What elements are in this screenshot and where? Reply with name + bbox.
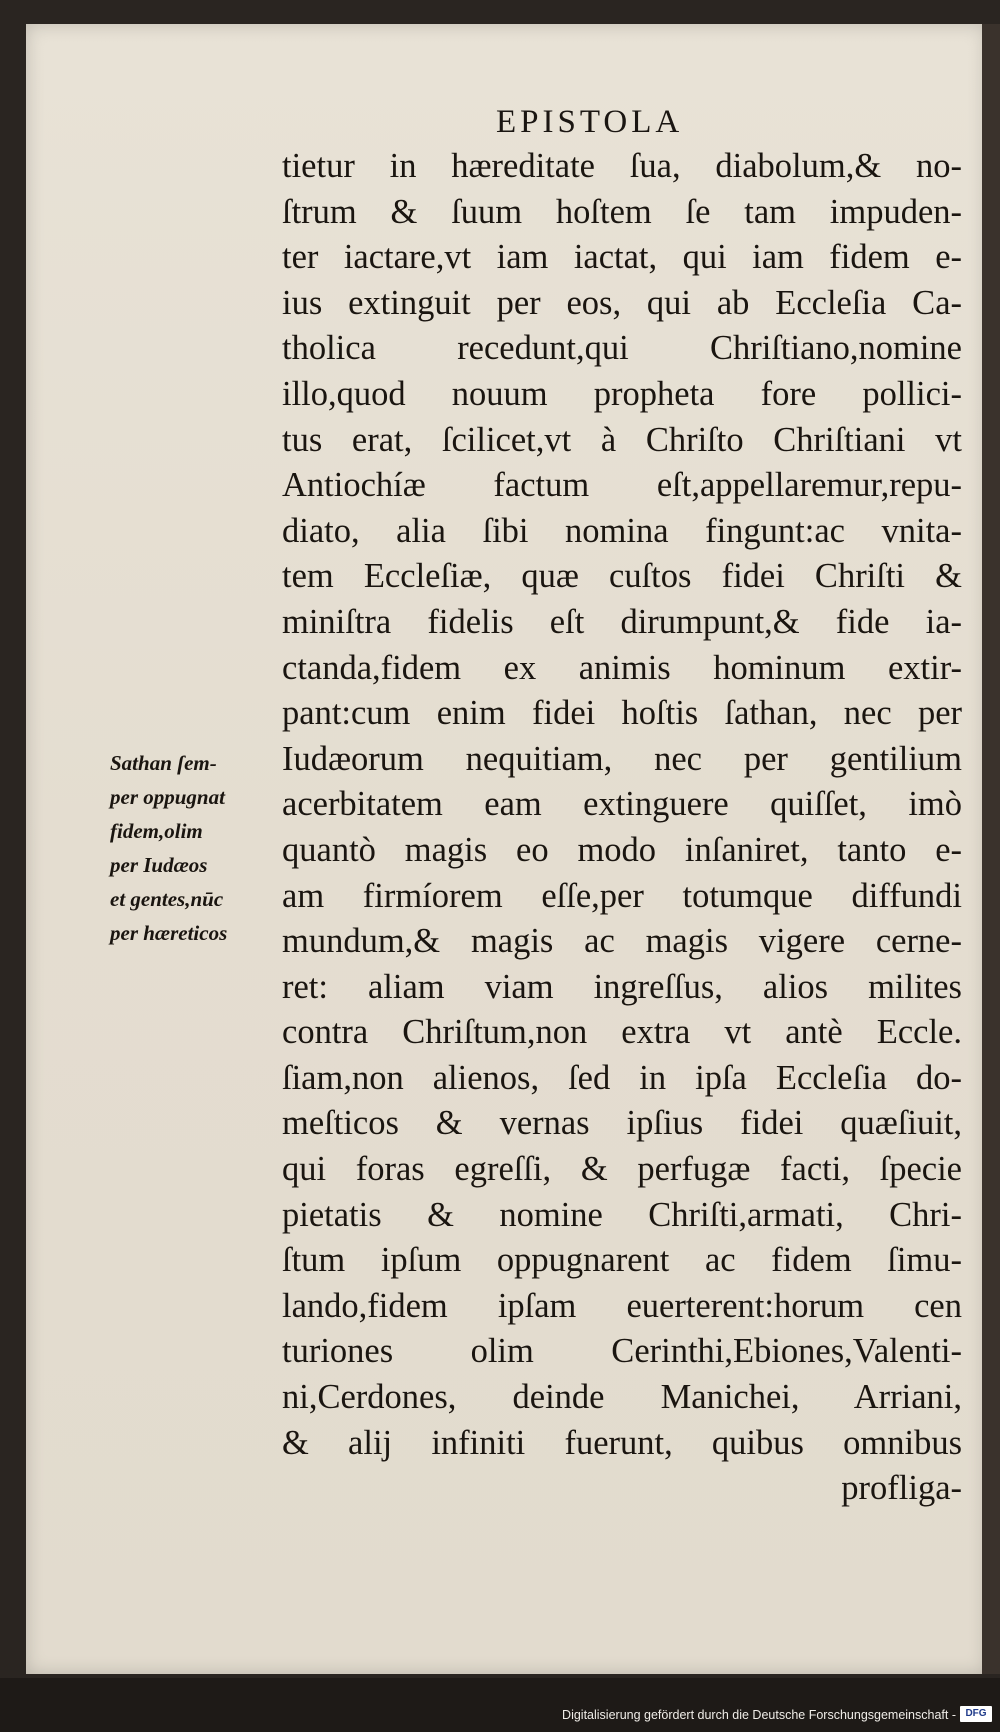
text-line: pant:cum enim fidei hoſtis ſathan, nec per	[282, 694, 962, 733]
text-line: turiones olim Cerinthi,Ebiones,Valenti-	[282, 1332, 962, 1371]
dfg-logo-icon: DFG	[960, 1706, 992, 1722]
text-line: ret: aliam viam ingreſſus, alios milites	[282, 967, 962, 1006]
text-line: pietatis & nomine Chriſti,armati, Chri-	[282, 1195, 962, 1234]
text-line: quantò magis eo modo inſaniret, tanto e-	[282, 830, 962, 869]
text-line: ſtrum & ſuum hoſtem ſe tam impuden-	[282, 192, 962, 231]
text-line: qui foras egreſſi, & perfugæ facti, ſpecie	[282, 1150, 962, 1189]
text-line: lando,fidem ipſam euerterent:horum cen	[282, 1286, 962, 1325]
text-line: meſticos & vernas ipſius fidei quæſiuit,	[282, 1104, 962, 1143]
text-line: tholica recedunt,qui Chriſtiano,nomine	[282, 329, 962, 368]
text-line: profliga-	[841, 1469, 962, 1508]
text-line: ius extinguit per eos, qui ab Eccleſia Ca-	[282, 283, 962, 322]
marginal-note-line: per Iudæos	[110, 853, 208, 877]
marginal-note-line: fidem,olim	[110, 819, 203, 843]
text-line: contra Chriſtum,non extra vt antè Eccle.	[282, 1013, 962, 1052]
text-line: am firmíorem eſſe,per totumque diffundi	[282, 876, 962, 915]
marginal-note-line: per oppugnat	[110, 785, 225, 809]
text-line: illo,quod nouum propheta fore pollici-	[282, 374, 962, 413]
text-line: ni,Cerdones, deinde Manichei, Arriani,	[282, 1378, 962, 1417]
text-line: ctanda,fidem ex animis hominum extir-	[282, 648, 962, 687]
text-line: & alij infiniti fuerunt, quibus omnibus	[282, 1423, 962, 1462]
text-line: Iudæorum nequitiam, nec per gentilium	[282, 739, 962, 778]
digitization-credit: Digitalisierung gefördert durch die Deutsche Forschungsgemeinschaft -	[562, 1708, 956, 1722]
marginal-note-line: Sathan ſem-	[110, 751, 217, 775]
marginal-note-line: et gentes,nūc	[110, 887, 224, 911]
main-text-block	[282, 144, 962, 1512]
text-line: diato, alia ſibi nomina fingunt:ac vnita-	[282, 511, 962, 550]
page-edge	[982, 24, 1000, 1674]
running-head: EPISTOLA	[496, 104, 684, 140]
text-line: miniſtra fidelis eſt dirumpunt,& fide ia-	[282, 602, 962, 641]
text-line: Antiochíæ factum eſt,appellaremur,repu-	[282, 466, 962, 505]
text-line: ſtum ipſum oppugnarent ac fidem ſimu-	[282, 1241, 962, 1280]
scan-footer-bar	[0, 1678, 1000, 1732]
text-line: tem Eccleſiæ, quæ cuſtos fidei Chriſti &	[282, 557, 962, 596]
text-line: ſiam,non alienos, ſed in ipſa Eccleſia do-	[282, 1058, 962, 1097]
text-line: tus erat, ſcilicet,vt à Chriſto Chriſtiani vt	[282, 420, 962, 459]
text-line: tietur in hæreditate ſua, diabolum,& no-	[282, 147, 962, 185]
text-line: acerbitatem eam extinguere quiſſet, imò	[282, 785, 962, 824]
marginal-note-line: per hæreticos	[110, 921, 228, 945]
marginal-note	[110, 746, 270, 950]
text-line: ter iactare,vt iam iactat, qui iam fidem e-	[282, 238, 962, 277]
text-line: mundum,& magis ac magis vigere cerne-	[282, 922, 962, 961]
